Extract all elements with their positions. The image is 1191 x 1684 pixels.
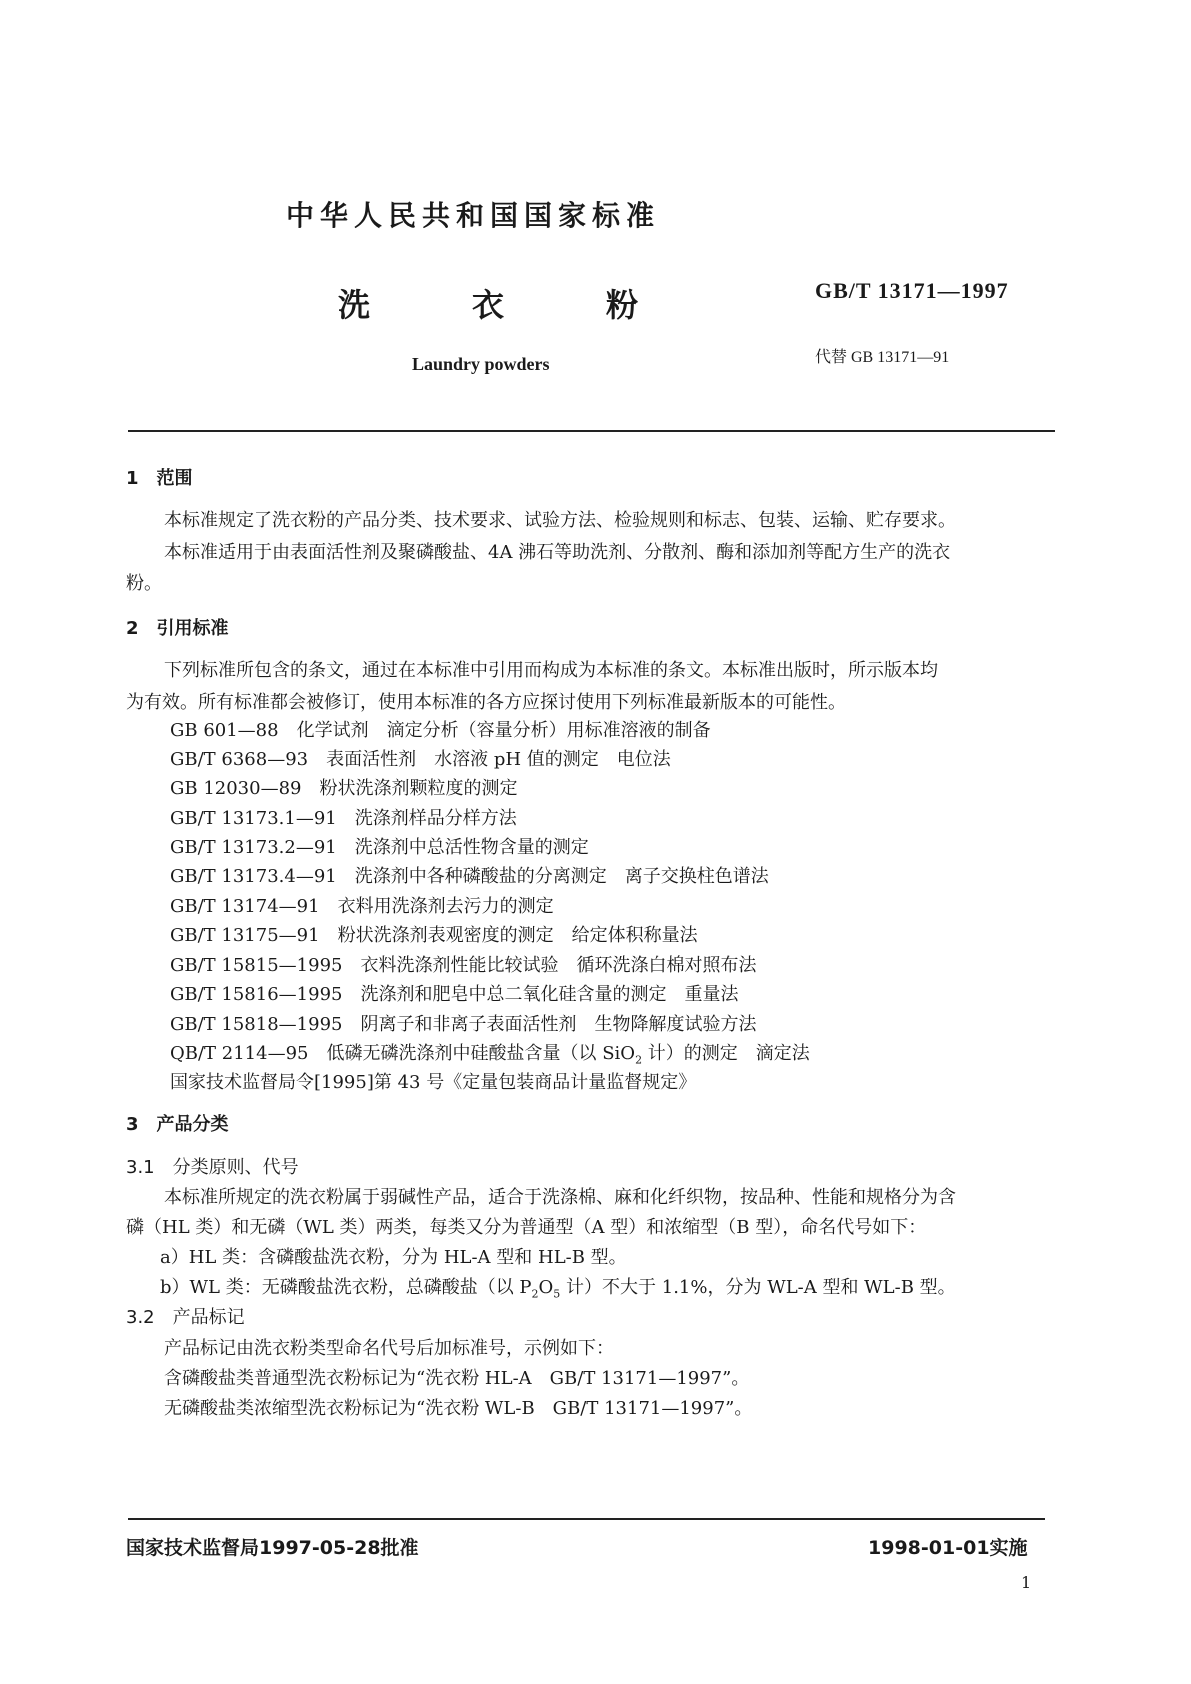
list-item-b bbox=[160, 1272, 956, 1311]
item-b-part-1: b）WL 类：无磷酸盐洗衣粉，总磷酸盐（以 P bbox=[160, 1277, 532, 1298]
reference-code: GB/T 15816—1995 bbox=[170, 984, 343, 1005]
section-2-intro-line-1: 下列标准所包含的条文，通过在本标准中引用而构成为本标准的条文。本标准出版时，所示版本均 bbox=[164, 660, 938, 681]
subscript: 2 bbox=[531, 1287, 539, 1301]
title-char-2: 衣 bbox=[471, 286, 504, 324]
reference-item bbox=[170, 862, 769, 888]
title-char-1: 洗 bbox=[338, 286, 371, 324]
reference-code: GB 12030—89 bbox=[170, 778, 302, 799]
reference-item bbox=[170, 716, 711, 742]
section-3-2-heading: 3.2 产品标记 bbox=[126, 1307, 245, 1328]
reference-item bbox=[170, 921, 698, 947]
replaces-standard: 代替 GB 13171—91 bbox=[815, 349, 950, 366]
reference-item bbox=[170, 1010, 756, 1036]
reference-code: GB/T 15815—1995 bbox=[170, 955, 343, 976]
item-b-part-3: 计）不大于 1.1%，分为 WL-A 型和 WL-B 型。 bbox=[560, 1277, 956, 1298]
reference-title: 洗涤剂和肥皂中总二氧化硅含量的测定 重量法 bbox=[360, 984, 739, 1005]
section-1-paragraph-2-line-1: 本标准适用于由表面活性剂及聚磷酸盐、4A 沸石等助洗剂、分散剂、酶和添加剂等配方生产的洗衣 bbox=[164, 542, 951, 563]
subscript: 5 bbox=[553, 1287, 561, 1301]
reference-title: 表面活性剂 水溶液 pH 值的测定 电位法 bbox=[326, 749, 671, 770]
reference-title: 洗涤剂中各种磷酸盐的分离测定 离子交换柱色谱法 bbox=[354, 866, 769, 887]
national-standard-heading: 中华人民共和国国家标准 bbox=[286, 199, 661, 232]
reference-item bbox=[170, 951, 756, 977]
reference-item bbox=[170, 774, 518, 800]
reference-code: QB/T 2114—95 bbox=[170, 1043, 309, 1064]
reference-title: 洗涤剂中总活性物含量的测定 bbox=[354, 837, 589, 858]
reference-code: GB/T 13174—91 bbox=[170, 896, 320, 917]
decree-reference: 国家技术监督局令[1995]第 43 号《定量包装商品计量监督规定》 bbox=[170, 1072, 697, 1093]
section-2-intro-line-2: 为有效。所有标准都会被修订，使用本标准的各方应探讨使用下列标准最新版本的可能性。 bbox=[126, 692, 846, 713]
section-1-paragraph-1: 本标准规定了洗衣粉的产品分类、技术要求、试验方法、检验规则和标志、包装、运输、贮存要求。 bbox=[164, 510, 956, 531]
section-2-heading: 2 引用标准 bbox=[126, 618, 229, 639]
reference-title-part-1: 低磷无磷洗涤剂中硅酸盐含量（以 SiO bbox=[326, 1043, 636, 1064]
subscript: 2 bbox=[635, 1053, 643, 1067]
reference-item bbox=[170, 745, 671, 771]
reference-code: GB/T 13175—91 bbox=[170, 925, 320, 946]
list-item-a: a）HL 类：含磷酸盐洗衣粉，分为 HL-A 型和 HL-B 型。 bbox=[160, 1247, 627, 1268]
section-3-2-line-3: 无磷酸盐类浓缩型洗衣粉标记为“洗衣粉 WL-B GB/T 13171—1997”。 bbox=[164, 1398, 753, 1419]
approval-date: 国家技术监督局1997-05-28批准 bbox=[126, 1537, 419, 1559]
reference-title: 衣料洗涤剂性能比较试验 循环洗涤白棉对照布法 bbox=[360, 955, 757, 976]
reference-item bbox=[170, 804, 517, 830]
title-char-3: 粉 bbox=[605, 286, 638, 324]
section-3-1-line-2: 磷（HL 类）和无磷（WL 类）两类，每类又分为普通型（A 型）和浓缩型（B 型），命名代号如下： bbox=[126, 1217, 927, 1238]
reference-title: 洗涤剂样品分样方法 bbox=[354, 808, 517, 829]
reference-item bbox=[170, 892, 554, 918]
reference-code: GB/T 15818—1995 bbox=[170, 1014, 343, 1035]
footer-divider bbox=[128, 1518, 1045, 1520]
reference-code: GB/T 13173.1—91 bbox=[170, 808, 337, 829]
reference-code: GB/T 13173.2—91 bbox=[170, 837, 337, 858]
reference-title-part-2: 计）的测定 滴定法 bbox=[642, 1043, 810, 1064]
reference-code: GB 601—88 bbox=[170, 720, 279, 741]
english-title: Laundry powders bbox=[412, 354, 550, 374]
reference-title: 化学试剂 滴定分析（容量分析）用标准溶液的制备 bbox=[296, 720, 711, 741]
effective-date: 1998-01-01实施 bbox=[868, 1537, 1028, 1559]
section-3-heading: 3 产品分类 bbox=[126, 1114, 229, 1135]
section-3-2-line-1: 产品标记由洗衣粉类型命名代号后加标准号，示例如下： bbox=[164, 1338, 614, 1359]
reference-code: GB/T 6368—93 bbox=[170, 749, 309, 770]
section-3-1-heading: 3.1 分类原则、代号 bbox=[126, 1157, 299, 1178]
standard-number: GB/T 13171—1997 bbox=[815, 278, 1009, 303]
header-divider bbox=[128, 430, 1055, 432]
reference-title: 阴离子和非离子表面活性剂 生物降解度试验方法 bbox=[360, 1014, 757, 1035]
section-3-2-line-2: 含磷酸盐类普通型洗衣粉标记为“洗衣粉 HL-A GB/T 13171—1997”。 bbox=[164, 1368, 750, 1389]
reference-title: 衣料用洗涤剂去污力的测定 bbox=[337, 896, 554, 917]
reference-item bbox=[170, 833, 589, 859]
reference-item bbox=[170, 980, 738, 1006]
section-3-1-line-1: 本标准所规定的洗衣粉属于弱碱性产品，适合于洗涤棉、麻和化纤织物，按品种、性能和规格分为含 bbox=[164, 1187, 956, 1208]
section-1-heading: 1 范围 bbox=[126, 468, 193, 489]
document-title bbox=[338, 280, 638, 326]
section-1-paragraph-2-line-2: 粉。 bbox=[126, 573, 162, 594]
reference-title: 粉状洗涤剂颗粒度的测定 bbox=[319, 778, 518, 799]
item-b-part-2: O bbox=[538, 1277, 554, 1298]
reference-code: GB/T 13173.4—91 bbox=[170, 866, 337, 887]
page-number: 1 bbox=[1021, 1573, 1032, 1592]
reference-item bbox=[170, 1039, 810, 1067]
reference-title: 粉状洗涤剂表观密度的测定 给定体积称量法 bbox=[337, 925, 698, 946]
